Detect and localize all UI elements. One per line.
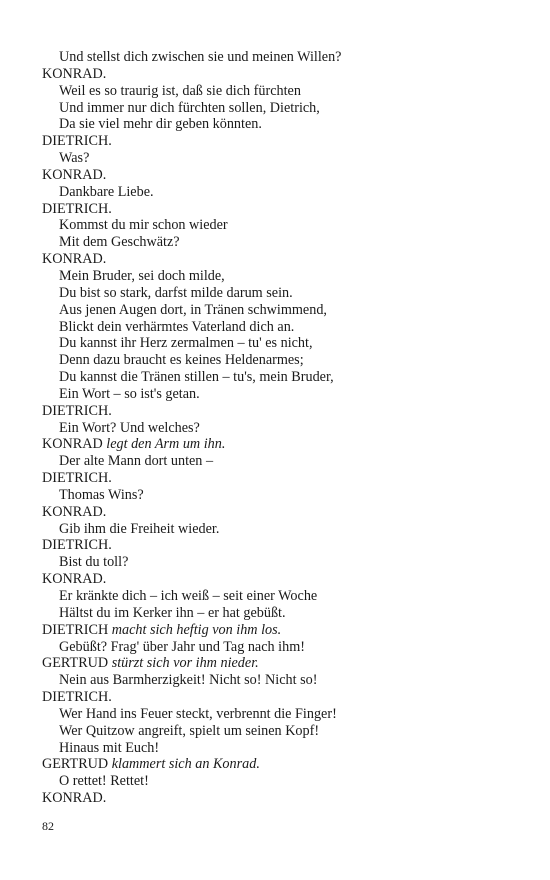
verse-text: Wer Hand ins Feuer steckt, verbrennt die Finger! (59, 705, 337, 722)
page-number: 82 (42, 819, 54, 833)
verse-line (42, 487, 512, 504)
verse-text: Und immer nur dich fürchten sollen, Dietrich, (59, 99, 320, 116)
verse-text: Er kränkte dich – ich weiß – seit einer Woche (59, 588, 318, 604)
verse-text: Was? (59, 150, 90, 167)
verse-line (42, 723, 512, 740)
speaker-line (42, 622, 512, 639)
verse-line (42, 352, 512, 369)
verse-text: Du bist so stark, darfst milde darum sein. (59, 284, 293, 301)
verse-line (42, 554, 512, 571)
speaker-line (42, 251, 512, 268)
verse-text: Der alte Mann dort unten – (59, 453, 214, 470)
verse-text: Hältst du im Kerker ihn – er hat gebüßt. (59, 604, 286, 621)
verse-line (42, 217, 512, 234)
stage-direction: klammert sich an Konrad. (111, 756, 260, 773)
verse-text: Weil es so traurig ist, daß sie dich fürchten (59, 82, 301, 99)
verse-line (42, 83, 512, 100)
verse-line (42, 335, 512, 352)
speaker-name: DIETRICH. (42, 133, 112, 150)
speaker-line (42, 201, 512, 218)
verse-text: Aus jenen Augen dort, in Tränen schwimmend, (59, 301, 327, 318)
verse-line (42, 672, 512, 689)
verse-text: Dankbare Liebe. (59, 183, 154, 200)
verse-text: Hinaus mit Euch! (59, 739, 160, 756)
speaker-name: KONRAD. (42, 65, 107, 82)
verse-text: Und stellst dich zwischen sie und meinen Willen? (59, 49, 342, 65)
verse-line (42, 605, 512, 622)
speaker-name: KONRAD. (42, 166, 107, 183)
verse-line (42, 100, 512, 117)
speaker-line (42, 167, 512, 184)
verse-line (42, 706, 512, 723)
verse-text: Denn dazu braucht es keines Heldenarmes; (59, 352, 304, 369)
verse-text: Wer Quitzow angreift, spielt um seinen Kopf! (59, 722, 320, 739)
verse-line (42, 302, 512, 319)
verse-text: Nein aus Barmherzigkeit! Nicht so! Nicht so! (59, 672, 318, 689)
speaker-line (42, 470, 512, 487)
speaker-name: DIETRICH. (42, 402, 112, 419)
verse-text: Blickt dein verhärmtes Vaterland dich an. (59, 318, 295, 335)
verse-line (42, 184, 512, 201)
verse-line (42, 386, 512, 403)
speaker-line (42, 655, 512, 672)
verse-text: Gebüßt? Frag' über Jahr und Tag nach ihm! (59, 638, 305, 655)
verse-line (42, 268, 512, 285)
verse-text: Ein Wort? Und welches? (59, 419, 200, 436)
speaker-line (42, 403, 512, 420)
verse-text: Mein Bruder, sei doch milde, (59, 267, 225, 284)
speaker-line (42, 790, 512, 807)
verse-line (42, 285, 512, 302)
verse-line (42, 234, 512, 251)
speaker-name: DIETRICH. (42, 689, 112, 706)
verse-text: Du kannst die Tränen stillen – tu's, mein Bruder, (59, 369, 334, 386)
verse-text: Mit dem Geschwätz? (59, 234, 180, 251)
verse-line (42, 740, 512, 757)
verse-line (42, 369, 512, 386)
speaker-line (42, 571, 512, 588)
verse-text: Du kannst ihr Herz zermalmen – tu' es nicht, (59, 335, 313, 352)
speaker-name: KONRAD. (42, 503, 107, 520)
verse-text: Kommst du mir schon wieder (59, 217, 228, 234)
stage-direction: legt den Arm um ihn. (106, 436, 226, 453)
verse-text: Bist du toll? (59, 554, 129, 571)
speaker-line (42, 436, 512, 453)
verse-line (42, 116, 512, 133)
speaker-line (42, 504, 512, 521)
speaker-name: KONRAD. (42, 790, 107, 807)
speaker-name: DIETRICH. (42, 537, 112, 554)
verse-line (42, 453, 512, 470)
speaker-name: KONRAD. (42, 251, 107, 268)
speaker-name: DIETRICH. (42, 200, 112, 217)
verse-text: Gib ihm die Freiheit wieder. (59, 520, 220, 537)
speaker-name: GERTRUD (42, 655, 109, 672)
verse-text: Da sie viel mehr dir geben könnten. (59, 116, 262, 133)
verse-line (42, 49, 512, 66)
speaker-name: DIETRICH. (42, 470, 112, 487)
speaker-line (42, 537, 512, 554)
verse-text: Thomas Wins? (59, 486, 144, 503)
speaker-line (42, 133, 512, 150)
verse-text: Ein Wort – so ist's getan. (59, 385, 200, 402)
speaker-line (42, 689, 512, 706)
play-text (42, 49, 512, 807)
speaker-line (42, 756, 512, 773)
verse-line (42, 420, 512, 437)
verse-text: O rettet! Rettet! (59, 773, 149, 790)
stage-direction: stürzt sich vor ihm nieder. (111, 655, 259, 672)
verse-line (42, 773, 512, 790)
verse-line (42, 319, 512, 336)
speaker-name: KONRAD. (42, 571, 107, 588)
verse-line (42, 521, 512, 538)
stage-direction: macht sich heftig von ihm los. (111, 621, 282, 638)
speaker-line (42, 66, 512, 83)
speaker-name: KONRAD (42, 436, 103, 453)
verse-line (42, 588, 512, 605)
speaker-name: DIETRICH (42, 621, 109, 638)
verse-line (42, 639, 512, 656)
speaker-name: GERTRUD (42, 756, 109, 773)
verse-line (42, 150, 512, 167)
